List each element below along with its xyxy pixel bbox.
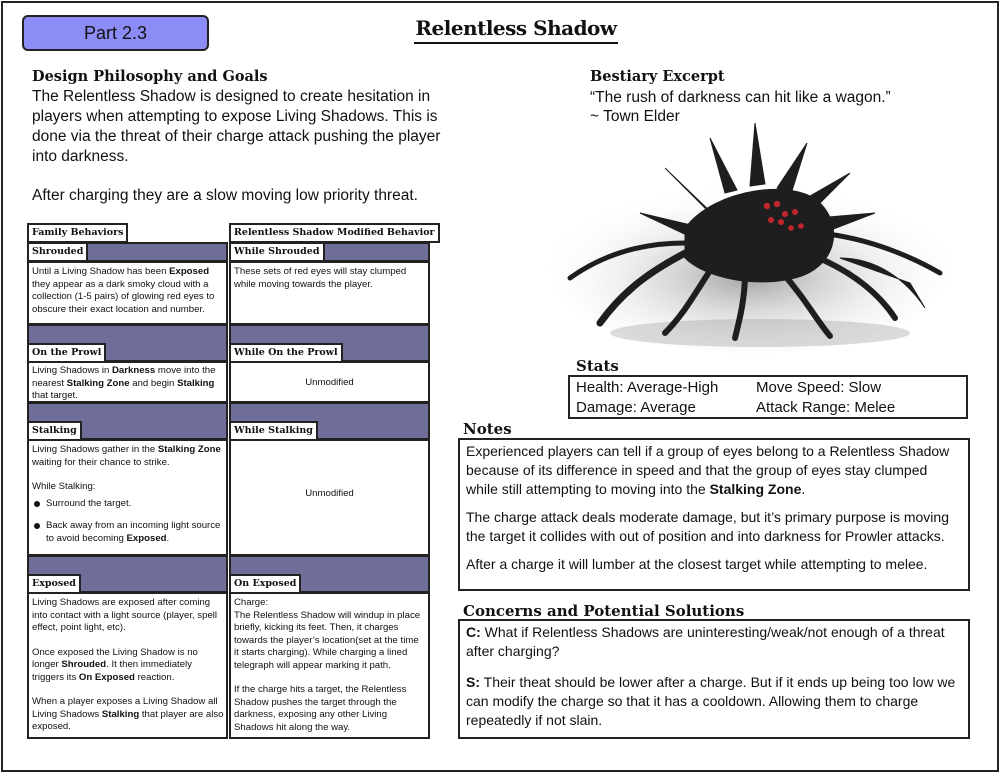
stalking-family-cell: Living Shadows gather in the Stalking Zone waiting for their chance to strike. While Stalking: Surround the target. Back away from an incoming light source to avoid becoming Exposed.: [27, 439, 228, 556]
notes-paragraph-3: After a charge it will lumber at the closest target while attempting to melee.: [466, 556, 928, 572]
notes-box: [458, 438, 970, 591]
stalking-modified-cell: Unmodified: [229, 439, 430, 556]
bestiary-attribution: ~ Town Elder: [590, 108, 680, 125]
stat-attack-range: Attack Range: Melee: [756, 399, 896, 416]
exposed-modified-cell: Charge: The Relentless Shadow will windup in place briefly, kicking its feet. Then, it charges towards the player’s location(set at the time it starts charging). While charging a lined telegraph will appear marking it path. If the charge hits a target, the Relentless Shadow pushes the target through the darkness, exposing any other Living Shadows hit along the way.: [229, 592, 430, 739]
shrouded-family-cell: Until a Living Shadow has been Exposed they appear as a dark smoky cloud with a collection (1-5 pairs) of glowing red eyes to obscure their exact location and number.: [27, 261, 228, 325]
while-stalking-label: While Stalking: [229, 421, 318, 441]
part-badge: [22, 15, 209, 51]
bestiary-quote: “The rush of darkness can hit like a wagon.”: [590, 89, 891, 106]
shrouded-label: Shrouded: [27, 242, 88, 262]
page-title: Relentless Shadow: [414, 16, 618, 44]
stalking-bullet-1: Surround the target.: [32, 498, 224, 511]
design-paragraph-1: The Relentless Shadow is designed to create hesitation in players when attempting to expose Living Shadows. This is done via the threat of their charge attack pushing the player into darkness.: [32, 88, 441, 165]
bullet-icon: [34, 501, 40, 507]
design-paragraph-2: After charging they are a slow moving low priority threat.: [32, 187, 418, 204]
bullet-icon: [34, 523, 40, 529]
exposed-family-cell: Living Shadows are exposed after coming into contact with a light source (player, spell effect, point light, etc). Once exposed the Living Shadow is no longer Shrouded. It then immediately triggers its On Exposed reaction. When a player exposes a Living Shadow all Living Shadows Stalking that player are also exposed.: [27, 592, 228, 739]
notes-paragraph-1: Experienced players can tell if a group of eyes belong to a Relentless Shadow because of its difference in speed and that the group of eyes stay clumped while still attempting to moving into the Stalking Zone.: [466, 443, 950, 497]
shrouded-modified-cell: These sets of red eyes will stay clumped while moving towards the player.: [229, 261, 430, 325]
prowl-modified-cell: Unmodified: [229, 361, 430, 403]
family-behaviors-header: Family Behaviors: [27, 223, 128, 243]
notes-heading: Notes: [463, 420, 512, 438]
on-the-prowl-label: On the Prowl: [27, 343, 106, 363]
bestiary-heading: Bestiary Excerpt: [590, 68, 725, 85]
stat-health: Health: Average-High: [576, 379, 719, 396]
concerns-heading: Concerns and Potential Solutions: [463, 602, 745, 620]
notes-paragraph-2: The charge attack deals moderate damage, but it’s primary purpose is moving the target it collides with out of position and into darkness for Prowler attacks.: [466, 509, 949, 544]
modified-behavior-header: Relentless Shadow Modified Behavior: [229, 223, 440, 243]
while-shrouded-label: While Shrouded: [229, 242, 325, 262]
stalking-bullet-2: Back away from an incoming light source to avoid becoming Exposed.: [32, 520, 224, 545]
stat-move-speed: Move Speed: Slow: [756, 379, 882, 396]
part-label: Part 2.3: [83, 22, 148, 43]
exposed-label: Exposed: [27, 574, 81, 594]
stalking-label: Stalking: [27, 421, 82, 441]
relentless-shadow-illustration: [545, 118, 955, 353]
stats-box: [568, 375, 968, 419]
concerns-box: [458, 619, 970, 739]
solution-item: S: Their theat should be lower after a charge. But if it ends up being too low we can modify the charge so that it has a cooldown. Allowing them to charge repeatedly if not slain.: [466, 674, 956, 728]
while-on-the-prowl-label: While On the Prowl: [229, 343, 343, 363]
stat-damage: Damage: Average: [576, 399, 696, 416]
concern-item: C: What if Relentless Shadows are uninteresting/weak/not enough of a threat after charging?: [466, 624, 945, 659]
design-heading: Design Philosophy and Goals: [32, 68, 268, 85]
stats-heading: Stats: [576, 357, 619, 375]
prowl-family-cell: Living Shadows in Darkness move into the nearest Stalking Zone and begin Stalking that target.: [27, 361, 228, 403]
on-exposed-label: On Exposed: [229, 574, 301, 594]
